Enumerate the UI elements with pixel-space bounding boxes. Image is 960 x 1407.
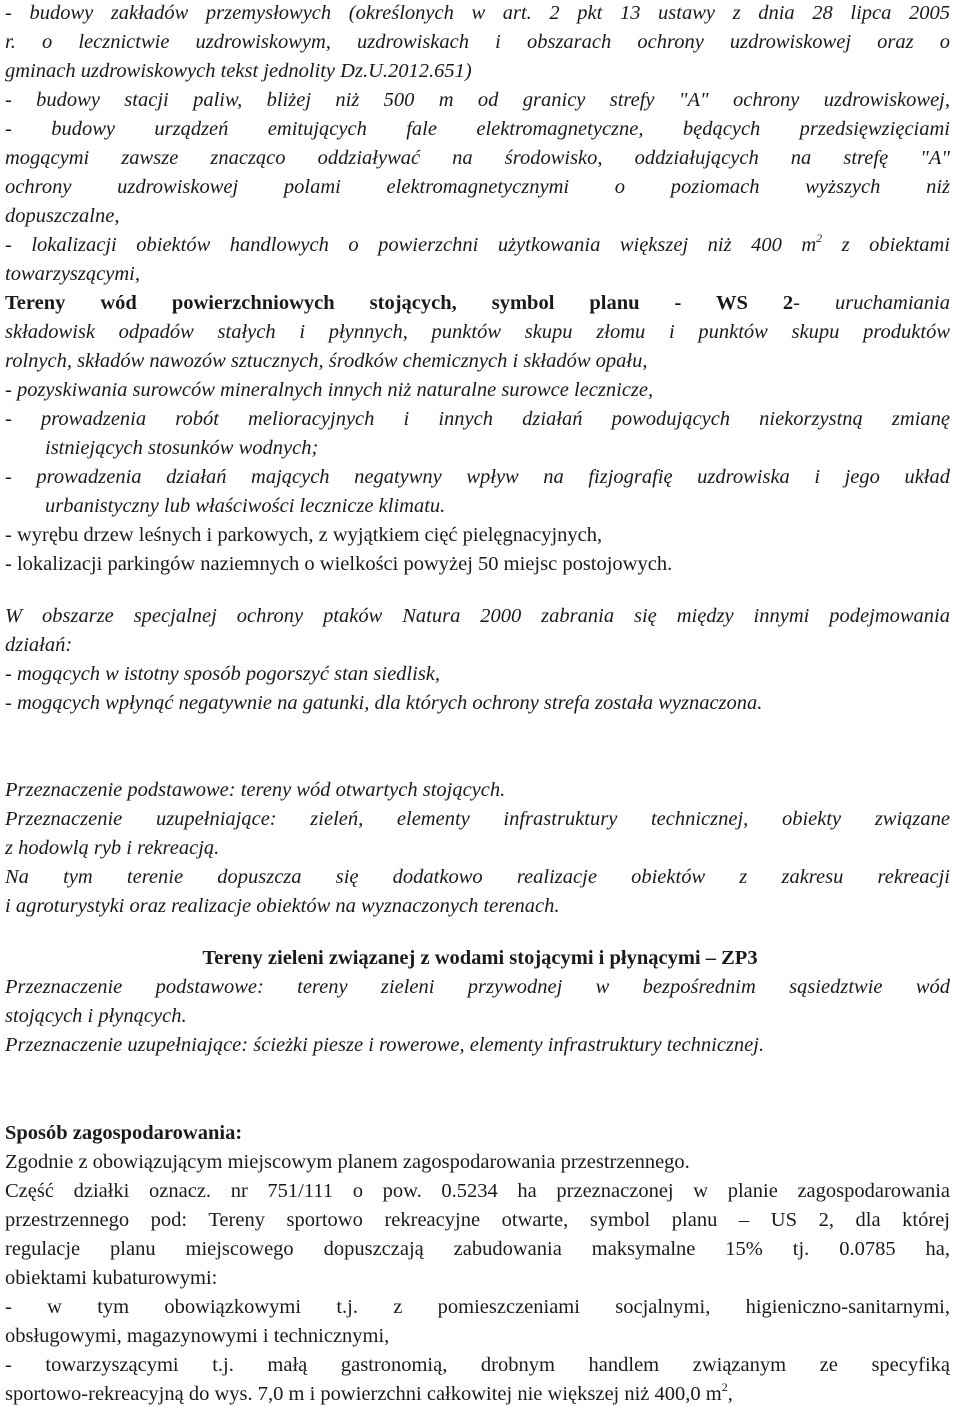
- text-line: [5, 174, 950, 200]
- text-line: [5, 1236, 950, 1262]
- line-text: gminach uzdrowiskowych tekst jednolity Dz.U.2012.651): [5, 60, 472, 82]
- line-text: Przeznaczenie podstawowe: tereny wód otwartych stojących.: [5, 779, 506, 801]
- text-line: [45, 435, 950, 461]
- text-line: [5, 116, 950, 142]
- line-text: - prowadzenia robót melioracyjnych i innych działań powodujących niekorzystną zmianę: [5, 408, 950, 430]
- line-text: mogącymi zawsze znacząco oddziaływać na środowisko, oddziałujących na strefę "A": [5, 147, 950, 169]
- text-line: [5, 261, 950, 287]
- text-line: [5, 661, 950, 687]
- line-text: Przeznaczenie podstawowe: tereny zieleni przywodnej w bezpośrednim sąsiedztwie wód: [5, 976, 950, 998]
- line-text: - lokalizacji obiektów handlowych o powierzchni użytkowania większej niż 400 m: [5, 234, 817, 256]
- text-line: [5, 603, 950, 629]
- line-text-italic: uruchamiania: [834, 292, 950, 314]
- line-text: towarzyszącymi,: [5, 263, 140, 285]
- text-line: [5, 232, 950, 258]
- line-text: stojących i płynących.: [5, 1005, 187, 1027]
- line-text: - budowy stacji paliw, bliżej niż 500 m od granicy strefy "A" ochrony uzdrowiskowej,: [5, 89, 950, 111]
- line-text: - budowy zakładów przemysłowych (określonych w art. 2 pkt 13 ustawy z dnia 28 lipca 2005: [5, 2, 950, 24]
- line-text: rolnych, składów nawozów sztucznych, środków chemicznych i składów opału,: [5, 350, 648, 372]
- text-line: [5, 1120, 950, 1146]
- line-text: W obszarze specjalnej ochrony ptaków Natura 2000 zabrania się między innymi podejmowania: [5, 605, 950, 627]
- line-text: obiektami kubaturowymi:: [5, 1267, 218, 1289]
- text-line: [5, 464, 950, 490]
- text-line: [5, 690, 950, 716]
- line-text: Przeznaczenie uzupełniające: zieleń, elementy infrastruktury technicznej, obiekty związane: [5, 808, 950, 830]
- text-line: [45, 493, 950, 519]
- text-line: [5, 406, 950, 432]
- text-line: [5, 1381, 950, 1407]
- line-text: regulacje planu miejscowego dopuszczają zabudowania maksymalne 15% tj. 0.0785 ha,: [5, 1238, 950, 1260]
- line-text: Przeznaczenie uzupełniające: ścieżki piesze i rowerowe, elementy infrastruktury technicznej.: [5, 1034, 765, 1056]
- text-line: [5, 632, 950, 658]
- text-line: [5, 87, 950, 113]
- line-text-tail: z obiektami: [822, 234, 950, 256]
- line-text: ochrony uzdrowiskowej polami elektromagnetycznymi o poziomach wyższych niż: [5, 176, 950, 198]
- line-text: sportowo-rekreacyjną do wys. 7,0 m i powierzchni całkowitej nie większej niż 400,0 m: [5, 1383, 722, 1405]
- line-text: - towarzyszącymi t.j. małą gastronomią, drobnym handlem związanym ze specyfiką: [5, 1354, 950, 1376]
- text-line: [5, 806, 950, 832]
- line-text: - pozyskiwania surowców mineralnych innych niż naturalne surowce lecznicze,: [5, 379, 654, 401]
- line-text-tail: ,: [727, 1383, 733, 1405]
- text-line: [5, 377, 950, 403]
- line-text: - prowadzenia działań mających negatywny wpływ na fizjografię uzdrowiska i jego układ: [5, 466, 950, 488]
- line-text: - mogących wpłynąć negatywnie na gatunki, dla których ochrony strefa została wyznaczona.: [5, 692, 763, 714]
- text-line: [5, 1032, 950, 1058]
- text-line: [5, 145, 950, 171]
- text-line: [5, 893, 950, 919]
- line-text: i agroturystyki oraz realizacje obiektów na wyznaczonych terenach.: [5, 895, 560, 917]
- superscript: 2: [721, 1381, 728, 1394]
- section-heading: Tereny wód powierzchniowych stojących, symbol planu - WS 2: [5, 292, 794, 314]
- line-text: Tereny zieleni związanej z wodami stojącymi i płynącymi – ZP3: [202, 947, 758, 969]
- line-text: - wyrębu drzew leśnych i parkowych, z wyjątkiem cięć pielęgnacyjnych,: [5, 524, 603, 546]
- line-text: Na tym terenie dopuszcza się dodatkowo realizacje obiektów z zakresu rekreacji: [5, 866, 950, 888]
- line-text: - budowy urządzeń emitujących fale elektromagnetyczne, będących przedsięwzięciami: [5, 118, 950, 140]
- text-line: [5, 777, 950, 803]
- text-line: [5, 1352, 950, 1378]
- text-line: [5, 319, 950, 345]
- line-text: - w tym obowiązkowymi t.j. z pomieszczeniami socjalnymi, higieniczno-sanitarnymi,: [5, 1296, 950, 1318]
- line-text: przestrzennego pod: Tereny sportowo rekreacyjne otwarte, symbol planu – US 2, dla której: [5, 1209, 950, 1231]
- line-text: Zgodnie z obowiązującym miejscowym planem zagospodarowania przestrzennego.: [5, 1151, 690, 1173]
- text-line: [5, 551, 950, 577]
- text-line: [5, 522, 950, 548]
- text-line: [5, 203, 950, 229]
- text-line: [5, 290, 950, 316]
- line-text: - lokalizacji parkingów naziemnych o wielkości powyżej 50 miejsc postojowych.: [5, 553, 673, 575]
- text-line: [5, 348, 950, 374]
- line-text: r. o lecznictwie uzdrowiskowym, uzdrowiskach i obszarach ochrony uzdrowiskowej oraz o: [5, 31, 950, 53]
- line-text: Część działki oznacz. nr 751/111 o pow. 0.5234 ha przeznaczonej w planie zagospodarowania: [5, 1180, 950, 1202]
- line-text: -: [793, 292, 835, 314]
- line-text: urbanistyczny lub właściwości lecznicze klimatu.: [45, 495, 446, 517]
- text-line: [5, 1149, 950, 1175]
- text-line: [5, 864, 950, 890]
- text-line: [5, 1207, 950, 1233]
- text-line: [5, 29, 950, 55]
- line-text: składowisk odpadów stałych i płynnych, punktów skupu złomu i punktów skupu produktów: [5, 321, 950, 343]
- text-line: [5, 1323, 950, 1349]
- line-text: dopuszczalne,: [5, 205, 120, 227]
- line-text: działań:: [5, 634, 73, 656]
- text-line: [5, 974, 950, 1000]
- line-text: z hodowlą ryb i rekreacją.: [5, 837, 220, 859]
- line-text: obsługowymi, magazynowymi i technicznymi,: [5, 1325, 390, 1347]
- text-line: [5, 1265, 950, 1291]
- line-text: Sposób zagospodarowania:: [5, 1122, 243, 1144]
- superscript: 2: [816, 232, 823, 245]
- text-line: [5, 1178, 950, 1204]
- text-line: [5, 0, 950, 26]
- text-line: [5, 58, 950, 84]
- text-line: [5, 1003, 950, 1029]
- line-text: istniejących stosunków wodnych;: [45, 437, 319, 459]
- text-line: [0, 945, 960, 971]
- text-line: [5, 835, 950, 861]
- line-text: - mogących w istotny sposób pogorszyć stan siedlisk,: [5, 663, 441, 685]
- text-line: [5, 1294, 950, 1320]
